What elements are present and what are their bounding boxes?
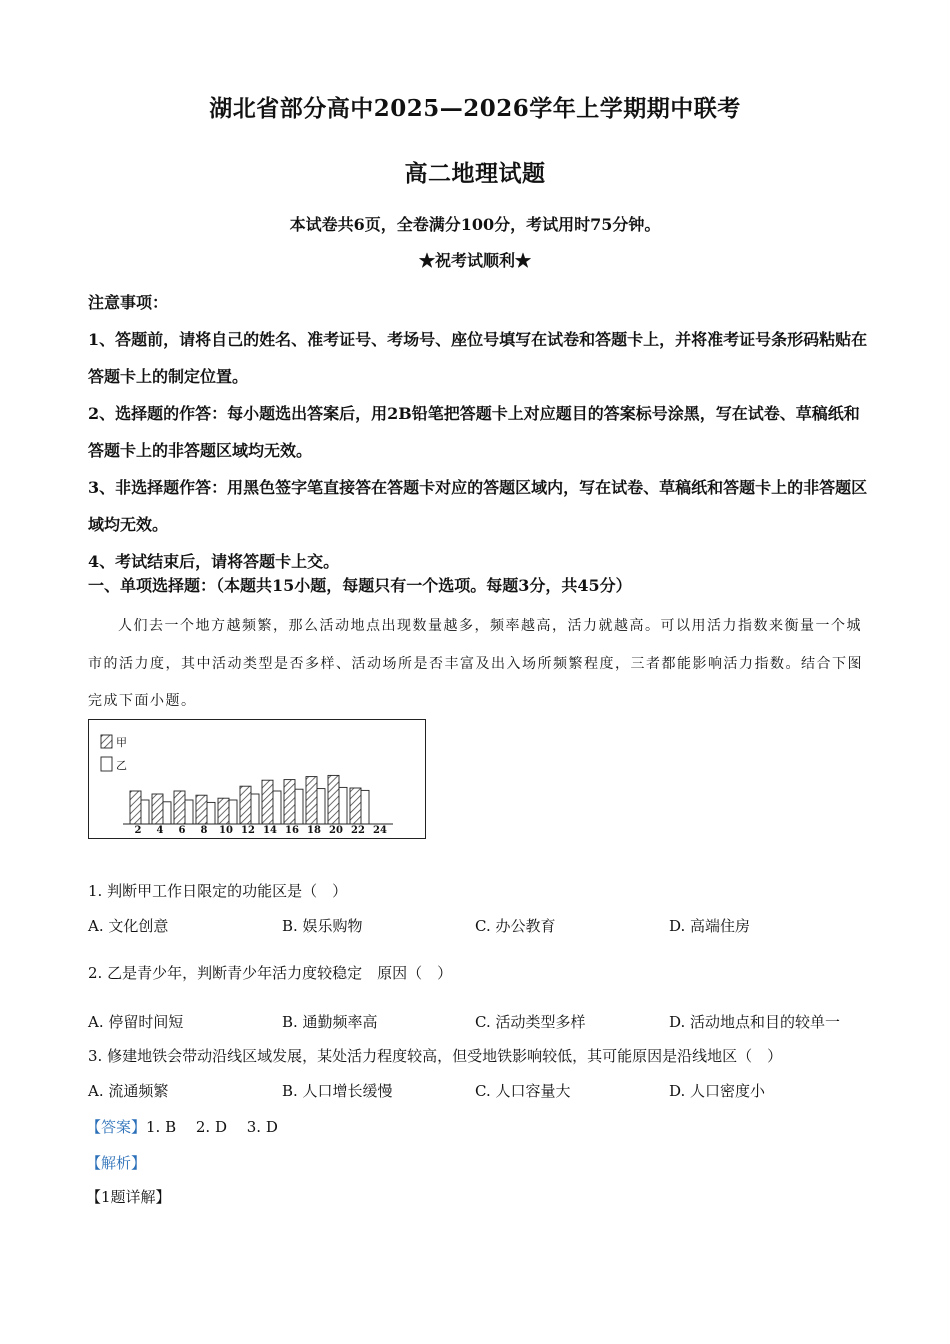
exam-wish: ★祝考试顺利★ bbox=[418, 251, 531, 270]
x-tick-label: 6 bbox=[178, 825, 186, 836]
option-b: B. 人口增长缓慢 bbox=[282, 1082, 393, 1100]
option-d: D. 高端住房 bbox=[669, 917, 751, 935]
bar-jia-12 bbox=[240, 786, 251, 824]
detail-tag: 【1题详解】 bbox=[86, 1188, 171, 1206]
bar-jia-20 bbox=[328, 775, 339, 824]
x-tick-label: 24 bbox=[373, 825, 387, 836]
option-a: A. 停留时间短 bbox=[88, 1013, 184, 1031]
question-2: 2. 乙是青少年，判断青少年活力度较稳定 原因（ ） bbox=[88, 964, 453, 982]
option-d: D. 活动地点和目的较单一 bbox=[669, 1013, 841, 1031]
notes-heading: 注意事项： bbox=[88, 293, 169, 312]
bar-jia-8 bbox=[196, 795, 207, 824]
exam-title: 湖北省部分高中2025—2026学年上学期期中联考 bbox=[209, 95, 741, 122]
option-a: A. 流通频繁 bbox=[88, 1082, 169, 1100]
option-a: A. 文化创意 bbox=[88, 917, 169, 935]
bar-jia-10 bbox=[218, 798, 229, 824]
bar-jia-4 bbox=[152, 794, 163, 824]
x-tick-label: 2 bbox=[134, 825, 142, 836]
section-title: 一、单项选择题：（本题共15小题，每题只有一个选项。每题3分，共45分） bbox=[88, 576, 632, 595]
activity-bar-chart bbox=[88, 719, 426, 839]
answer-line bbox=[86, 1116, 278, 1137]
exam-info: 本试卷共6页，全卷满分100分，考试用时75分钟。 bbox=[289, 215, 661, 234]
question-1-options bbox=[88, 915, 888, 937]
x-tick-label: 18 bbox=[307, 825, 321, 836]
bar-jia-2 bbox=[130, 791, 141, 824]
x-tick-label: 4 bbox=[156, 825, 164, 836]
x-tick-label: 8 bbox=[200, 825, 208, 836]
x-tick-label: 20 bbox=[329, 825, 343, 836]
bar-jia-22 bbox=[350, 788, 361, 824]
x-tick-label: 12 bbox=[241, 825, 255, 836]
note-item: 4、考试结束后，请将答题卡上交。 bbox=[88, 552, 340, 571]
question-1: 1. 判断甲工作日限定的功能区是（ ） bbox=[88, 882, 348, 900]
question-passage bbox=[88, 608, 864, 721]
legend-label-yi: 乙 bbox=[116, 759, 127, 772]
note-item: 1、答题前，请将自己的姓名、准考证号、考场号、座位号填写在试卷和答题卡上，并将准考证号条形码粘贴在答题卡上的制定位置。 bbox=[88, 330, 868, 386]
chart-svg bbox=[89, 720, 427, 840]
legend-label-jia: 甲 bbox=[116, 736, 127, 749]
note-item: 3、非选择题作答：用黑色签字笔直接答在答题卡对应的答题区域内，写在试卷、草稿纸和答题卡上的非答题区域均无效。 bbox=[88, 478, 868, 534]
option-b: B. 通勤频率高 bbox=[282, 1013, 378, 1031]
bar-jia-14 bbox=[262, 780, 273, 824]
x-tick-label: 14 bbox=[263, 825, 277, 836]
option-c: C. 办公教育 bbox=[475, 917, 556, 935]
answer-text: 1. B 2. D 3. D bbox=[146, 1118, 278, 1136]
option-d: D. 人口密度小 bbox=[669, 1082, 766, 1100]
x-tick-label: 10 bbox=[219, 825, 233, 836]
legend-swatch-jia bbox=[101, 735, 112, 748]
legend-swatch-yi bbox=[101, 757, 112, 771]
subject-title: 高二地理试题 bbox=[404, 160, 546, 187]
bar-jia-18 bbox=[306, 777, 317, 824]
passage-text: 人们去一个地方越频繁，那么活动地点出现数量越多，频率越高，活力就越高。可以用活力指数来衡量一个城市的活力度，其中活动类型是否多样、活动场所是否丰富及出入场所频繁程度，三者都能影响活力指数。结合下图完成下面小题。 bbox=[88, 618, 863, 709]
option-c: C. 活动类型多样 bbox=[475, 1013, 586, 1031]
option-b: B. 娱乐购物 bbox=[282, 917, 363, 935]
answer-tag: 【答案】 bbox=[86, 1118, 147, 1136]
question-3: 3. 修建地铁会带动沿线区域发展，某处活力程度较高，但受地铁影响较低，其可能原因是沿线地区（ ） bbox=[88, 1047, 783, 1065]
question-2-options bbox=[88, 1011, 888, 1033]
chart-legend bbox=[101, 735, 127, 772]
question-3-options bbox=[88, 1080, 888, 1102]
notes-section bbox=[88, 284, 868, 580]
bar-jia-16 bbox=[284, 780, 295, 824]
analysis-tag: 【解析】 bbox=[86, 1154, 147, 1172]
bar-jia-6 bbox=[174, 791, 185, 824]
option-c: C. 人口容量大 bbox=[475, 1082, 571, 1100]
note-item: 2、选择题的作答：每小题选出答案后，用2B铅笔把答题卡上对应题目的答案标号涂黑，写在试卷、草稿纸和答题卡上的非答题区域均无效。 bbox=[88, 404, 860, 460]
x-tick-label: 16 bbox=[285, 825, 299, 836]
x-tick-label: 22 bbox=[351, 825, 365, 836]
